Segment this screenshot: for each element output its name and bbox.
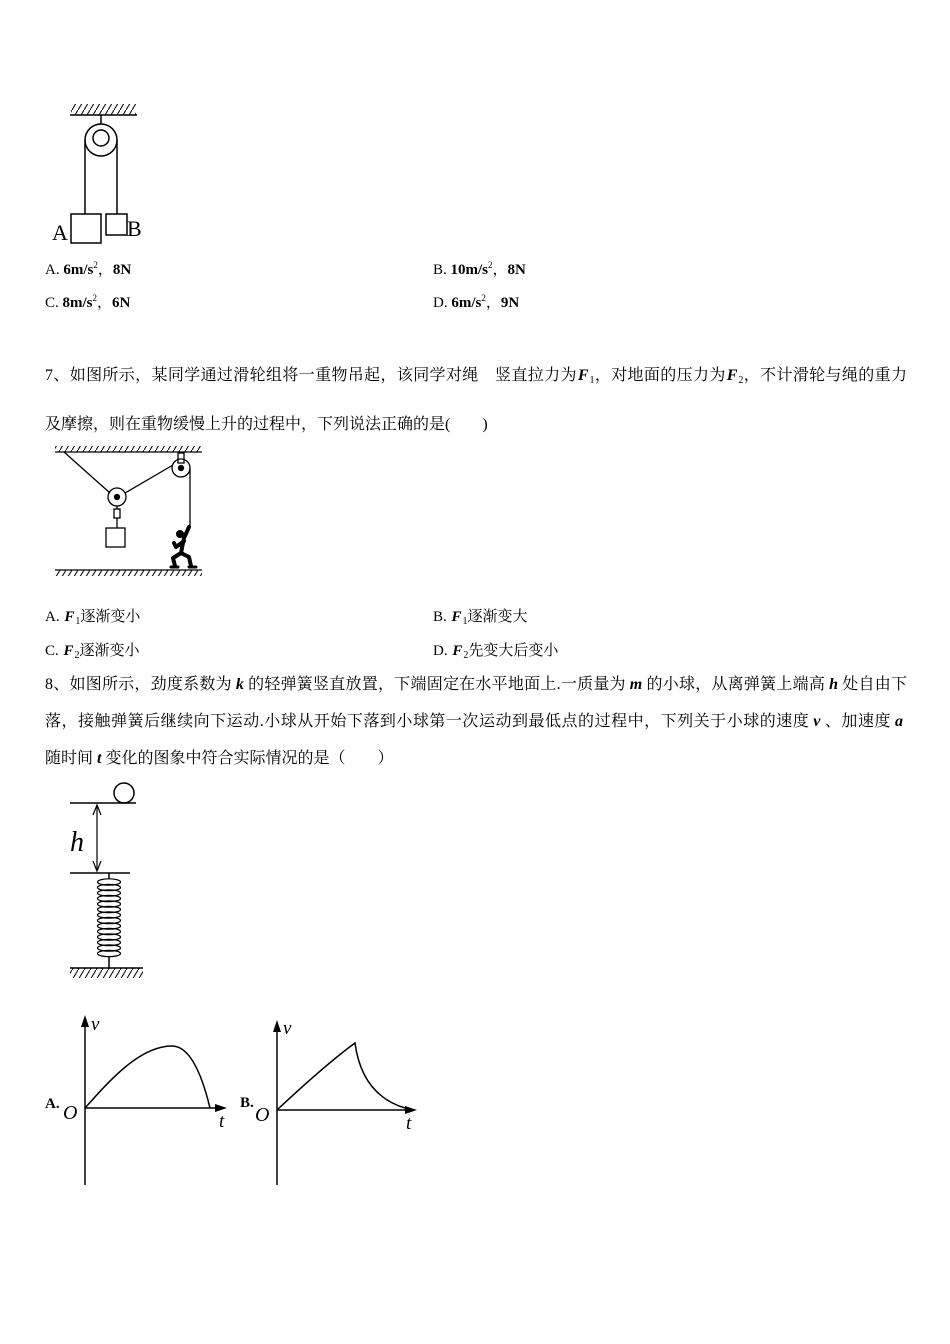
- height-label: h: [70, 827, 84, 858]
- pulley-system-figure: [55, 446, 202, 576]
- f1-subscript: 1: [589, 375, 595, 386]
- velocity-curve: [277, 1043, 405, 1110]
- q8-text-segment: 的小球，从离弹簧上端高: [646, 676, 826, 693]
- origin-label: O: [255, 1104, 270, 1126]
- graph-option-label: B.: [240, 1095, 254, 1111]
- t-symbol: t: [97, 750, 102, 767]
- q8-stem-line-1: [45, 675, 907, 695]
- option-separator: ，: [485, 295, 501, 311]
- t-axis-label: t: [406, 1113, 412, 1134]
- q6-option-a: [45, 260, 131, 280]
- v-axis-label: v: [91, 1014, 100, 1035]
- option-letter: D.: [433, 295, 448, 311]
- spring-figure: [70, 783, 143, 978]
- q8-text-segment: 8、如图所示，劲度系数为: [45, 676, 232, 693]
- spring: [98, 879, 121, 957]
- force-value: 9N: [500, 295, 520, 311]
- fixed-pulley-bracket: [178, 453, 184, 463]
- acceleration-exponent: 2: [488, 260, 493, 270]
- q7-text-segment: 7、如图所示，某同学通过滑轮组将一重物吊起，该同学对绳 竖直拉力为: [45, 367, 577, 384]
- graph-a: [45, 1014, 227, 1185]
- force-symbol: F: [452, 643, 463, 659]
- acceleration-exponent: 2: [93, 260, 98, 270]
- q7-text-segment: ，不计滑轮与绳的重力: [743, 367, 907, 384]
- force-symbol: F: [63, 643, 74, 659]
- force-value: 8N: [112, 262, 132, 278]
- force-symbol: F: [451, 609, 462, 625]
- force-value: 6N: [112, 295, 131, 311]
- acceleration-value: 10m/s: [450, 262, 489, 278]
- m-symbol: m: [629, 676, 643, 693]
- block-a: [71, 214, 101, 243]
- q7-option-b: [433, 607, 528, 627]
- movable-pulley-axle: [115, 495, 120, 500]
- acceleration-value: 8m/s: [62, 295, 93, 311]
- option-letter: D.: [433, 643, 448, 659]
- option-text: 逐渐变小: [80, 609, 141, 625]
- rope-middle-segment: [125, 465, 173, 493]
- label-block-b: B: [127, 216, 142, 241]
- f2-symbol: F: [726, 367, 738, 384]
- acceleration-exponent: 2: [92, 293, 98, 303]
- v-axis-label: v: [283, 1018, 292, 1039]
- acceleration-value: 6m/s: [451, 295, 482, 311]
- rope-anchor-segment: [64, 452, 110, 493]
- option-letter: B.: [433, 609, 447, 625]
- option-text: 先变大后变小: [468, 643, 559, 659]
- weight-block: [106, 528, 125, 547]
- option-text: 逐渐变小: [79, 643, 140, 659]
- f1-symbol: F: [577, 367, 589, 384]
- force-subscript: 1: [462, 616, 468, 627]
- v-symbol: v: [813, 713, 821, 730]
- velocity-curve: [85, 1046, 210, 1108]
- q7-option-a: [45, 607, 140, 627]
- pulley-wheel: [85, 124, 117, 156]
- option-text: 逐渐变大: [467, 609, 528, 625]
- force-subscript: 1: [75, 616, 81, 627]
- pulley-axle: [93, 130, 109, 146]
- graph-b: [240, 1018, 417, 1185]
- fixed-pulley-axle: [179, 466, 184, 471]
- q8-stem-line-3: [45, 749, 393, 769]
- q7-option-d: [433, 641, 558, 661]
- f2-subscript: 2: [738, 375, 744, 386]
- q7-option-c: [45, 641, 140, 661]
- pulley-ab-figure: [52, 104, 142, 245]
- q8-stem-line-2: [45, 712, 907, 732]
- q8-text-segment: 、加速度: [824, 713, 891, 730]
- ground-hatch: [55, 570, 202, 576]
- option-separator: ，: [97, 295, 113, 311]
- option-letter: C.: [45, 295, 59, 311]
- hook: [114, 509, 120, 518]
- acceleration-exponent: 2: [481, 293, 486, 303]
- ceiling-hatch: [71, 104, 136, 115]
- ball: [114, 783, 134, 803]
- force-symbol: F: [64, 609, 75, 625]
- q8-text-segment: 随时间: [45, 750, 94, 767]
- ceiling-hatch: [55, 446, 202, 452]
- origin-label: O: [63, 1102, 78, 1124]
- option-letter: B.: [433, 262, 447, 278]
- q8-text-segment: 变化的图象中符合实际情况的是（ ）: [105, 750, 394, 767]
- v-axis-arrow: [81, 1015, 89, 1027]
- option-letter: A.: [45, 262, 60, 278]
- q7-text-segment: ，对地面的压力为: [594, 367, 726, 384]
- label-block-a: A: [52, 220, 68, 245]
- t-axis-label: t: [219, 1111, 225, 1132]
- option-letter: A.: [45, 609, 60, 625]
- force-value: 8N: [507, 262, 526, 278]
- person-figure: [171, 527, 196, 567]
- q7-stem-line-2: [45, 415, 488, 435]
- v-axis-arrow: [273, 1020, 281, 1032]
- graph-option-label: A.: [45, 1096, 60, 1112]
- q7-text-segment: 及摩擦，则在重物缓慢上升的过程中，下列说法正确的是( ): [45, 416, 488, 433]
- force-subscript: 2: [463, 650, 469, 661]
- q6-option-d: [433, 293, 519, 313]
- force-subscript: 2: [74, 650, 80, 661]
- h-symbol: h: [829, 676, 839, 693]
- q6-option-b: [433, 260, 526, 280]
- q6-option-c: [45, 293, 130, 313]
- option-separator: ，: [492, 262, 508, 278]
- block-b: [106, 214, 127, 235]
- option-separator: ，: [97, 262, 113, 278]
- q7-stem-line-1: [45, 366, 907, 386]
- acceleration-value: 6m/s: [63, 262, 94, 278]
- q8-text-segment: 落，接触弹簧后继续向下运动.小球从开始下落到小球第一次运动到最低点的过程中，下列关于小球的速度: [45, 713, 810, 730]
- k-symbol: k: [235, 676, 244, 693]
- a-symbol: a: [894, 713, 903, 730]
- option-letter: C.: [45, 643, 59, 659]
- q8-text-segment: 处自由下: [842, 676, 907, 693]
- q8-text-segment: 的轻弹簧竖直放置，下端固定在水平地面上.一质量为: [247, 676, 626, 693]
- ground-hatch: [70, 968, 143, 978]
